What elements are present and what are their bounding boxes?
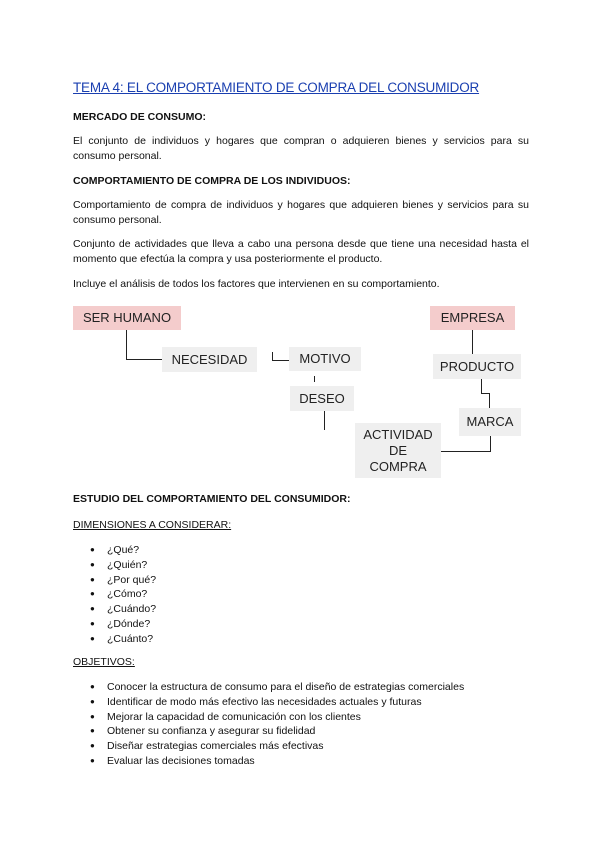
list-item-text: Identificar de modo más efectivo las necesidades actuales y futuras <box>107 695 422 708</box>
section-heading-estudio: ESTUDIO DEL COMPORTAMIENTO DEL CONSUMIDOR: <box>73 493 351 505</box>
box-actividad-de-compra <box>355 423 441 478</box>
paragraph-comportamiento-1: Comportamiento de compra de individuos y hogares que adquieren bienes y servicios para su consumo personal. <box>73 199 529 226</box>
bullet-icon: ● <box>90 574 95 584</box>
list-item <box>73 754 464 769</box>
actividad-line-2: DE <box>388 442 408 458</box>
page-title: TEMA 4: EL COMPORTAMIENTO DE COMPRA DEL CONSUMIDOR <box>73 80 480 95</box>
dimensiones-label: DIMENSIONES A CONSIDERAR: <box>73 519 232 531</box>
list-item <box>73 543 156 558</box>
list-item <box>73 724 464 739</box>
box-empresa: EMPRESA <box>430 306 515 330</box>
list-item-text: ¿Qué? <box>107 544 140 556</box>
paragraph-comportamiento-2: Conjunto de actividades que lleva a cabo una persona desde que tiene una necesidad hasta el momento que efectúa la compra y usa posteriormente el producto. <box>73 238 529 265</box>
bullet-icon: ● <box>90 633 95 643</box>
list-item <box>73 632 156 647</box>
list-item <box>73 710 464 725</box>
list-item-text: ¿Cuánto? <box>107 632 154 645</box>
box-necesidad: NECESIDAD <box>162 347 257 372</box>
section-heading-comportamiento: COMPORTAMIENTO DE COMPRA DE LOS INDIVIDUOS: <box>73 175 351 187</box>
paragraph-mercado: El conjunto de individuos y hogares que compran o adquieren bienes y servicios para su consumo personal. <box>73 135 529 162</box>
list-item-text: Mejorar la capacidad de comunicación con los clientes <box>107 710 361 723</box>
bullet-icon: ● <box>90 711 95 721</box>
list-item <box>73 739 464 754</box>
list-item-text: Evaluar las decisiones tomadas <box>107 754 255 767</box>
connector-line <box>272 352 273 360</box>
bullet-icon: ● <box>90 559 95 569</box>
list-item-text: ¿Dónde? <box>107 617 151 630</box>
box-marca: MARCA <box>459 408 521 436</box>
box-deseo: DESEO <box>290 386 354 411</box>
actividad-line-3: COMPRA <box>369 458 427 474</box>
objetivos-list <box>73 680 464 769</box>
actividad-line-1: ACTIVIDAD <box>363 426 433 442</box>
list-item-text: Conocer la estructura de consumo para el diseño de estrategias comerciales <box>107 681 465 693</box>
connector-line <box>126 359 162 360</box>
list-item-text: ¿Cómo? <box>107 588 148 601</box>
list-item <box>73 587 156 602</box>
connector-line <box>314 376 315 382</box>
list-item <box>73 695 464 710</box>
bullet-icon: ● <box>90 741 95 751</box>
section-heading-mercado: MERCADO DE CONSUMO: <box>73 111 206 123</box>
box-motivo: MOTIVO <box>289 347 361 371</box>
list-item <box>73 680 464 695</box>
box-producto: PRODUCTO <box>433 354 521 379</box>
bullet-icon: ● <box>90 618 95 628</box>
bullet-icon: ● <box>90 604 95 614</box>
list-item-text: ¿Por qué? <box>107 573 157 586</box>
box-ser-humano: SER HUMANO <box>73 306 181 330</box>
connector-line <box>481 379 482 393</box>
bullet-icon: ● <box>90 589 95 599</box>
connector-line <box>272 360 289 361</box>
paragraph-comportamiento-3: Incluye el análisis de todos los factores que intervienen en su comportamiento. <box>73 278 440 290</box>
connector-line <box>490 436 491 452</box>
list-item-text: Diseñar estrategias comerciales más efectivas <box>107 740 324 753</box>
list-item-text: ¿Cuándo? <box>107 603 157 616</box>
objetivos-label: OBJETIVOS: <box>73 656 135 668</box>
connector-line <box>472 330 473 354</box>
connector-line <box>126 330 127 359</box>
connector-line <box>324 411 325 430</box>
connector-line <box>441 451 491 452</box>
dimensiones-list <box>73 543 156 647</box>
list-item <box>73 617 156 632</box>
bullet-icon: ● <box>90 726 95 736</box>
list-item <box>73 573 156 588</box>
list-item <box>73 602 156 617</box>
bullet-icon: ● <box>90 755 95 765</box>
bullet-icon: ● <box>90 545 95 554</box>
list-item-text: ¿Quién? <box>107 558 148 571</box>
connector-line <box>489 393 490 408</box>
bullet-icon: ● <box>90 696 95 706</box>
list-item <box>73 558 156 573</box>
list-item-text: Obtener su confianza y asegurar su fidelidad <box>107 725 316 738</box>
bullet-icon: ● <box>90 682 95 691</box>
